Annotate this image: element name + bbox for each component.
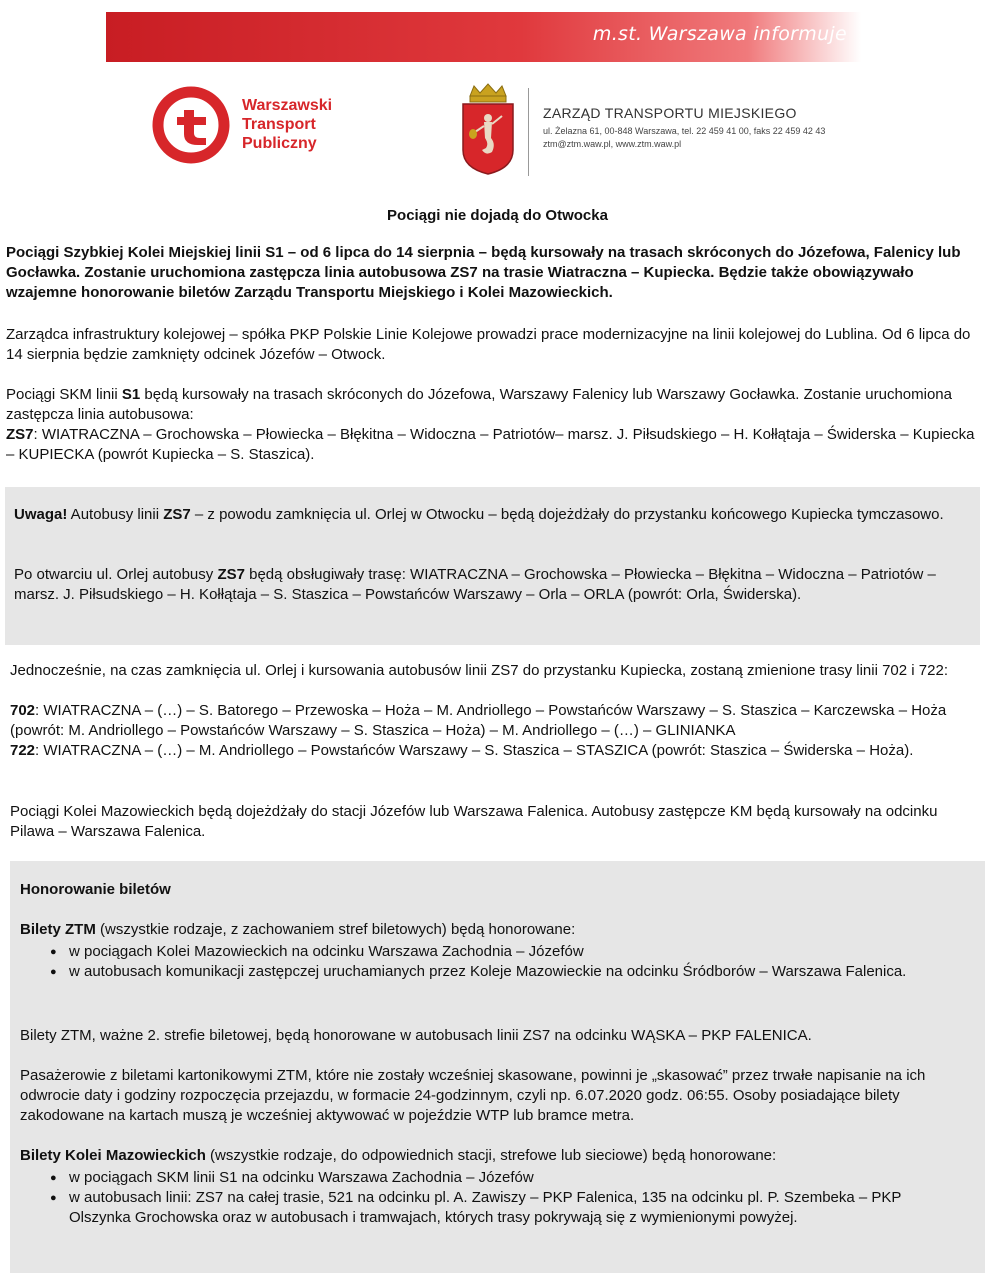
paragraph-skm — [6, 385, 981, 425]
route-722 — [10, 741, 970, 761]
p2-after: będą kursowały na trasach skróconych do Józefowa, Warszawy Falenicy lub Warszawy Gocławka. Zostanie uruchomiona zastępcza linia autobusowa: — [6, 386, 952, 423]
passengers-paragraph: Pasażerowie z biletami kartonikowymi ZTM, które nie zostały wcześniej skasowane, powinni je „skasować” przez trwałe napisanie na ich odwrocie daty i godziny rozpoczęcia przejazdu, w formacie 24-godzinnym, czyli np. 6.07.2020 godz. 06:55. Osoby posiadające bilety zakodowane na kartach muszą je wcześniej aktywować w pojeździe WTP lub bramce metra. — [20, 1067, 926, 1124]
ztm-tickets-list — [20, 942, 960, 982]
wtp-line-2: Transport — [242, 116, 316, 133]
list-item: ● w autobusach linii: ZS7 na całej trasie, 521 na odcinku pl. A. Zawiszy – PKP Falenica, 135 na odcinku pl. P. Szembeka – PKP Olszynka Grochowska oraz w autobusach i tramwajach, których trasy pokrywają się z wymienionymi powyżej. — [20, 1188, 960, 1228]
warsaw-crest-icon — [458, 82, 518, 178]
notice-label: Uwaga! — [14, 506, 68, 523]
notice-p2-after: będą obsługiwały trasę: WIATRACZNA – Grochowska – Płowiecka – Błękitna – Widoczna – Patriotów – marsz. J. Piłsudskiego – H. Kołłątaja – S. Staszica – Powstańców Warszawy – Orla – ORLA (powrót: Orla, Świderska). — [14, 566, 936, 603]
ztm-tickets-intro — [20, 920, 970, 940]
ztm-contact: ztm@ztm.waw.pl, www.ztm.waw.pl — [543, 139, 682, 149]
ztm-address: ul. Żelazna 61, 00-848 Warszawa, tel. 22 459 41 00, faks 22 459 42 43 — [543, 126, 826, 136]
list-item: ● w autobusach komunikacji zastępczej uruchamianych przez Koleje Mazowieckie na odcinku Śródborów – Warszawa Falenica. — [20, 962, 960, 982]
ztm-tickets-intro-text: (wszystkie rodzaje, z zachowaniem stref biletowych) będą honorowane: — [95, 921, 576, 938]
zs7-line: ZS7 — [6, 426, 34, 443]
zs7-route — [6, 425, 981, 465]
banner-text: m.st. Warszawa informuje — [592, 23, 847, 45]
km-tickets-list — [20, 1168, 960, 1228]
zs7-text: : WIATRACZNA – Grochowska – Płowiecka – Błękitna – Widoczna – Patriotów– marsz. J. Piłsudskiego – H. Kołłątaja – Świderska – Kupiecka – KUPIECKA (powrót Kupiecka – S. Staszica). — [6, 426, 975, 463]
route-722-line: 722 — [10, 742, 36, 759]
wtp-logo — [150, 84, 350, 174]
ztm-divider — [528, 88, 529, 176]
notice-paragraph-2 — [14, 565, 964, 605]
km-tickets-intro — [20, 1146, 970, 1166]
ztm-zone-paragraph: Bilety ZTM, ważne 2. strefie biletowej, będą honorowane w autobusach linii ZS7 na odcinku WĄSKA – PKP FALENICA. — [20, 1027, 812, 1044]
header-banner — [106, 12, 861, 62]
notice-box — [5, 487, 980, 645]
list-item: ● w pociągach Kolei Mazowieckich na odcinku Warszawa Zachodnia – Józefów — [20, 942, 960, 962]
notice-p2-before: Po otwarciu ul. Orlej autobusy — [14, 566, 218, 583]
p2-line: S1 — [121, 386, 141, 403]
km-tickets-intro-text: (wszystkie rodzaje, do odpowiednich stacji, strefowe lub sieciowe) będą honorowane: — [205, 1147, 777, 1164]
paragraph-route-changes: Jednocześnie, na czas zamknięcia ul. Orlej i kursowania autobusów linii ZS7 do przystanku Kupiecka, zostaną zmienione trasy linii 702 i 722: — [10, 662, 948, 679]
notice-paragraph-1 — [14, 505, 959, 525]
notice-t2: – z powodu zamknięcia ul. Orlej w Otwocku – będą dojeżdżały do przystanku końcowego Kupiecka tymczasowo. — [190, 506, 944, 523]
paragraph-infrastructure: Zarządca infrastruktury kolejowej – spółka PKP Polskie Linie Kolejowe prowadzi prace modernizacyjne na linii kolejowej do Lublina. Od 6 lipca do 14 sierpnia będzie zamknięty odcinek Józefów – Otwock. — [6, 326, 971, 363]
route-702-line: 702 — [10, 702, 36, 719]
route-722-text: : WIATRACZNA – (…) – M. Andriollego – Powstańców Warszawy – S. Staszica – STASZICA (powrót: Staszica – Świderska – Hoża). — [35, 742, 914, 759]
wtp-logo-icon — [150, 84, 232, 166]
honor-heading: Honorowanie biletów — [20, 881, 171, 898]
wtp-logo-text — [242, 96, 332, 153]
p2-before: Pociągi SKM linii — [6, 386, 122, 403]
notice-line: ZS7 — [163, 506, 191, 523]
route-702-text: : WIATRACZNA – (…) – S. Batorego – Przewoska – Hoża – M. Andriollego – Powstańców Warszawy – S. Staszica – Karczewska – Hoża (powrót: M. Andriollego – Powstańców Warszawy – S. Staszica – Hoża) – M. Andriollego – (…) – GLINIANKA — [10, 702, 947, 739]
notice-t1: Autobusy linii — [67, 506, 164, 523]
lead-paragraph: Pociągi Szybkiej Kolei Miejskiej linii S1 – od 6 lipca do 14 sierpnia – będą kursowały na trasach skróconych do Józefowa, Falenicy lub Gocławka. Zostanie uruchomiona zastępcza linia autobusowa ZS7 na trasie Wiatraczna – Kupiecka. Będzie także obowiązywało wzajemne honorowanie biletów Zarządu Transportu Miejskiego i Kolei Mazowieckich. — [6, 244, 961, 301]
ztm-tickets-label: Bilety ZTM — [20, 921, 96, 938]
ztm-logo — [458, 82, 858, 182]
ticket-honoring-box — [10, 861, 985, 1273]
wtp-line-1: Warszawski — [242, 97, 333, 114]
route-702 — [10, 701, 980, 741]
wtp-line-3: Publiczny — [242, 135, 317, 152]
article-title: Pociągi nie dojadą do Otwocka — [387, 207, 608, 224]
paragraph-km: Pociągi Kolei Mazowieckich będą dojeżdżały do stacji Józefów lub Warszawa Falenica. Autobusy zastępcze KM będą kursowały na odcinku Pilawa – Warszawa Falenica. — [10, 803, 938, 840]
ztm-title: ZARZĄD TRANSPORTU MIEJSKIEGO — [543, 105, 797, 121]
notice-p2-line: ZS7 — [217, 566, 245, 583]
list-item: ● w pociągach SKM linii S1 na odcinku Warszawa Zachodnia – Józefów — [20, 1168, 960, 1188]
km-tickets-label: Bilety Kolei Mazowieckich — [20, 1147, 206, 1164]
